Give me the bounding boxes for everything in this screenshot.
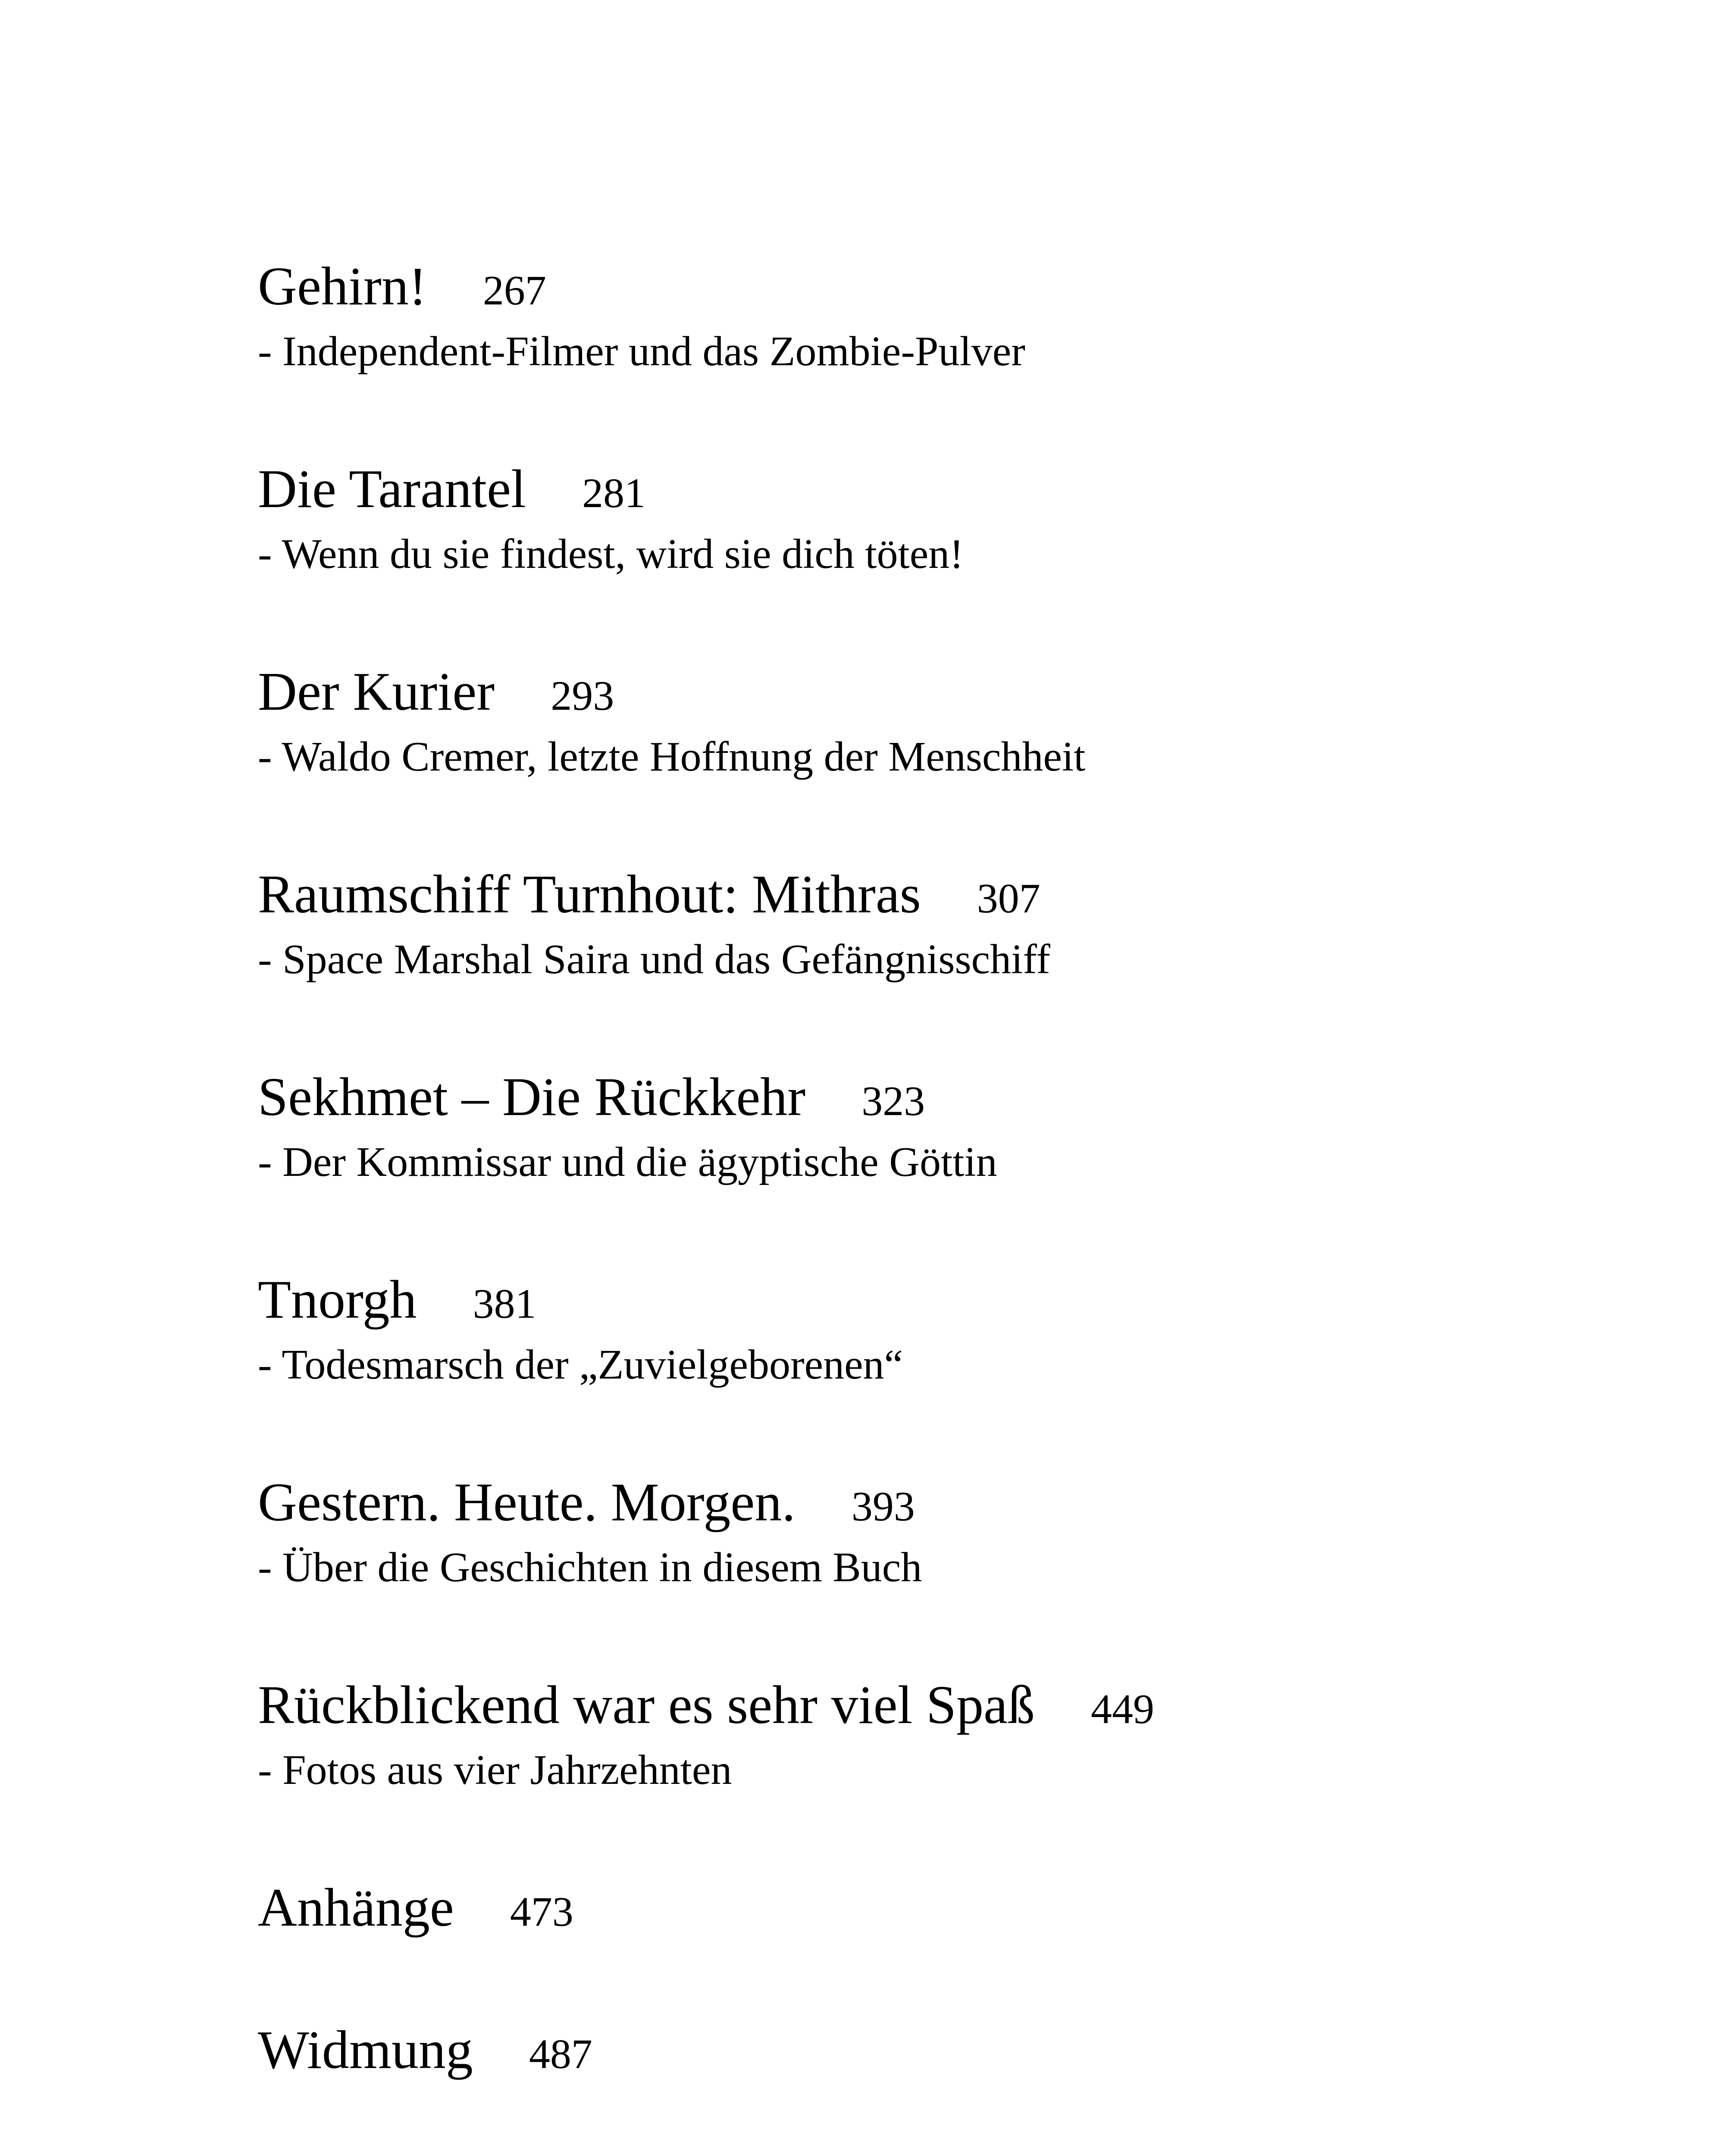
toc-entry-title: Anhänge <box>258 1878 454 1938</box>
toc-entry-title: Raumschiff Turnhout: Mithras <box>258 865 921 924</box>
toc-entry-subtitle: - Todesmarsch der „Zuvielgeborenen“ <box>258 1341 903 1388</box>
toc-entry <box>258 457 1638 582</box>
toc-entry-title: Gehirn! <box>258 257 427 317</box>
toc-entry <box>258 254 1638 379</box>
toc-entry <box>258 1673 1638 1798</box>
toc-entry-heading <box>258 1268 1638 1332</box>
toc-entry-title: Sekhmet – Die Rückkehr <box>258 1067 806 1127</box>
toc-entry <box>258 1268 1638 1393</box>
toc-entry-heading <box>258 254 1638 319</box>
toc-entry-heading <box>258 1876 1638 1940</box>
toc-entry-page-number: 393 <box>851 1483 915 1530</box>
toc-entry-heading <box>258 2018 1638 2083</box>
toc-entry-page-number: 449 <box>1091 1686 1155 1733</box>
toc-entry <box>258 862 1638 987</box>
toc-entry-subtitle: - Fotos aus vier Jahrzehnten <box>258 1747 732 1793</box>
toc-entry-page-number: 267 <box>482 267 546 314</box>
toc-entry <box>258 660 1638 785</box>
toc-entry-subtitle: - Wenn du sie findest, wird sie dich töten! <box>258 531 964 577</box>
toc-entry-heading <box>258 660 1638 724</box>
toc-entry-heading <box>258 1673 1638 1738</box>
toc-entry <box>258 2018 1638 2083</box>
toc-entry-subtitle: - Waldo Cremer, letzte Hoffnung der Menschheit <box>258 733 1086 780</box>
toc-entry-page-number: 293 <box>551 673 614 719</box>
toc-entry-page-number: 487 <box>529 2031 592 2078</box>
toc-entry-title: Tnorgh <box>258 1270 417 1330</box>
toc-entry-title: Gestern. Heute. Morgen. <box>258 1473 796 1532</box>
toc-entry-subtitle: - Über die Geschichten in diesem Buch <box>258 1544 922 1591</box>
toc-entry-page-number: 281 <box>582 470 646 517</box>
toc-entry-page-number: 307 <box>977 875 1040 922</box>
toc-entry-page-number: 473 <box>510 1889 573 1935</box>
toc-entry <box>258 1470 1638 1595</box>
toc-entry-page-number: 381 <box>473 1281 536 1327</box>
toc-entry-subtitle: - Der Kommissar und die ägyptische Göttin <box>258 1139 997 1185</box>
toc-entry-title: Rückblickend war es sehr viel Spaß <box>258 1675 1035 1735</box>
toc-entry-heading <box>258 1065 1638 1130</box>
toc-entry-title: Die Tarantel <box>258 459 526 519</box>
toc-entry-title: Widmung <box>258 2020 473 2080</box>
toc-entry-heading <box>258 457 1638 522</box>
toc-entry-title: Der Kurier <box>258 662 495 722</box>
toc-entry-subtitle: - Independent-Filmer und das Zombie-Pulver <box>258 328 1025 375</box>
toc-entry <box>258 1065 1638 1190</box>
toc-entry-heading <box>258 862 1638 927</box>
toc-entry-subtitle: - Space Marshal Saira und das Gefängnisschiff <box>258 936 1050 983</box>
toc-entry-page-number: 323 <box>861 1078 925 1125</box>
toc-entry-heading <box>258 1470 1638 1535</box>
table-of-contents <box>258 254 1638 2083</box>
toc-entry <box>258 1876 1638 1940</box>
